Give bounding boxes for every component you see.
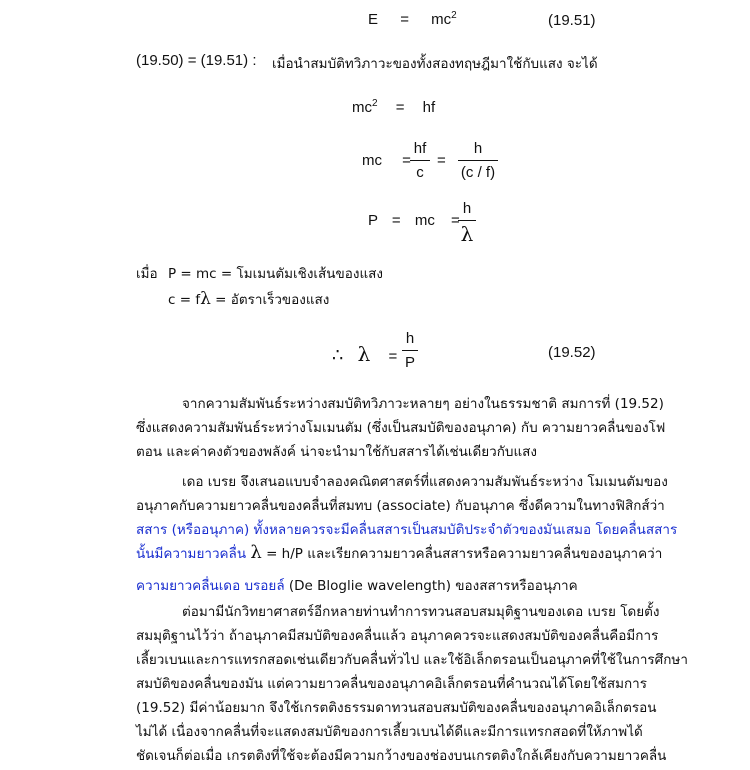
denominator: c: [416, 164, 424, 181]
paragraph-3-line: เลี้ยวเบนและการแทรกสอดเช่นเดียวกับคลื่นทั่วไป และใช้อิเล็กตรอนเป็นอนุภาคที่ใช้ในการศึกษา: [136, 652, 688, 668]
numerator: hf: [413, 140, 427, 157]
paragraph-2-highlight: สสาร (หรืออนุภาค) ทั้งหลายควรจะมีคลื่นสสารเป็นสมบัติประจำตัวของมันเสมอ โดยคลื่นสสาร: [136, 522, 678, 538]
paragraph-3-line: สมบัติของคลื่นของมัน แต่ความยาวคลื่นของอนุภาคอิเล็กตรอนที่คำนวณได้โดยใช้สมการ: [136, 676, 647, 692]
line-rest: (De Bloglie wavelength) ของสสารหรืออนุภาค: [284, 578, 578, 594]
where-line-1: P = mc = โมเมนตัมเชิงเส้นของแสง: [168, 266, 383, 282]
paragraph-2-line: อนุภาคกับความยาวคลื่นของคลื่นที่สมทบ (associate) กับอนุภาค ซึ่งดีความในทางฟิสิกส์ว่า: [136, 498, 665, 514]
where-line-2: [168, 288, 329, 310]
equation-number: (19.52): [548, 344, 596, 361]
eq-exponent: 2: [451, 10, 457, 21]
fraction-hf-c: [410, 140, 430, 181]
where-line-2-b: = อัตราเร็วของแสง: [210, 292, 330, 308]
eq-lhs: mc: [362, 152, 382, 169]
denominator: P: [404, 354, 415, 371]
denominator: (c / f): [460, 164, 496, 181]
paragraph-3-line: สมมุติฐานไว้ว่า ถ้าอนุภาคมีสมบัติของคลื่นแล้ว อนุภาคควรจะแสดงสมบัติของคลื่นคือมีการ: [136, 628, 659, 644]
equation-19-51: $E = mc^2$: [368, 10, 457, 28]
eq-lhs: P: [368, 212, 378, 229]
paragraph-1-line: ตอน และค่าคงตัวของพลังค์ น่าจะนำมาใช้กับสสารได้เช่นเดียวกับแสง: [136, 444, 537, 460]
eq-exponent: 2: [372, 98, 378, 109]
numerator: h: [405, 330, 415, 347]
line-rest: = h/P และเรียกความยาวคลื่นสสารหรือความยาวคลื่นของอนุภาคว่า: [261, 546, 663, 562]
lambda-symbol: λ: [200, 289, 211, 309]
equation-number: (19.51): [548, 12, 596, 29]
eq-lhs: mc: [352, 99, 372, 116]
lambda-symbol: λ: [250, 542, 262, 563]
lambda-symbol: λ: [357, 342, 371, 366]
therefore-symbol: ∴: [332, 345, 344, 365]
paragraph-2-line: เดอ เบรย จึงเสนอแบบจำลองคณิตศาสตร์ที่แสดงความสัมพันธ์ระหว่าง โมเมนตัมของ: [182, 474, 668, 490]
paragraph-3-line: ต่อมามีนักวิทยาศาสตร์อีกหลายท่านทำการทวนสอบสมมุติฐานของเดอ เบรย โดยตั้ง: [182, 604, 660, 620]
where-label: เมื่อ: [136, 266, 158, 282]
paragraph-1-line: ซึ่งแสดงความสัมพันธ์ระหว่างโมเมนตัม (ซึ่งเป็นสมบัติของอนุภาค) กับ ความยาวคลื่นของโฟ: [136, 420, 666, 436]
equals-sign: =: [437, 152, 446, 169]
equation-mc-lhs: mc =: [362, 152, 411, 169]
equation-mc2-hf: $mc^2$ = hf: [352, 98, 436, 116]
paragraph-3-line: ชัดเจนก็ต่อเมื่อ เกรตติงที่ใช้จะต้องมีความกว้างของช่องบนเกรตติงใกล้เคียงกับความยาวคลื่น: [136, 748, 667, 764]
fraction-h-p: [402, 330, 418, 371]
numerator: h: [473, 140, 483, 157]
denominator: λ: [460, 222, 474, 246]
paragraph-2-line: [136, 574, 578, 596]
eq-lhs: E: [368, 11, 379, 28]
paragraph-3-line: (19.52) มีค่าน้อยมาก จึงใช้เกรตติงธรรมดาทวนสอบสมบัติของคลื่นของอนุภาคอิเล็กตรอน: [136, 700, 657, 716]
highlight-text: ความยาวคลื่นเดอ บรอยล์: [136, 578, 285, 594]
highlight-text: นั้นมีความยาวคลื่น: [136, 546, 247, 562]
intro-text: เมื่อนำสมบัติทวิภาวะของทั้งสองทฤษฎีมาใช้กับแสง จะได้: [272, 56, 598, 72]
equation-19-52-lhs: ∴ λ =: [332, 342, 398, 366]
eq-rhs: hf: [422, 99, 436, 116]
paragraph-1-line: จากความสัมพันธ์ระหว่างสมบัติทวิภาวะหลายๆ อย่างในธรรมชาติ สมการที่ (19.52): [182, 396, 664, 412]
equation-p-mc: P = mc =: [368, 212, 460, 229]
eq-mid: mc: [414, 212, 435, 229]
eq-rhs: mc: [431, 11, 452, 28]
fraction-h-lambda: [458, 200, 476, 244]
equation-reference: (19.50) = (19.51) :: [136, 52, 257, 69]
paragraph-2-line: [136, 542, 662, 564]
where-line-2-a: c = f: [168, 292, 201, 308]
fraction-h-cf: [458, 140, 498, 181]
paragraph-3-line: ไม่ได้ เนื่องจากคลื่นที่จะแสดงสมบัติของการเลี้ยวเบนได้ดีและมีการแทรกสอดที่ให้ภาพได้: [136, 724, 643, 740]
numerator: h: [462, 200, 472, 217]
